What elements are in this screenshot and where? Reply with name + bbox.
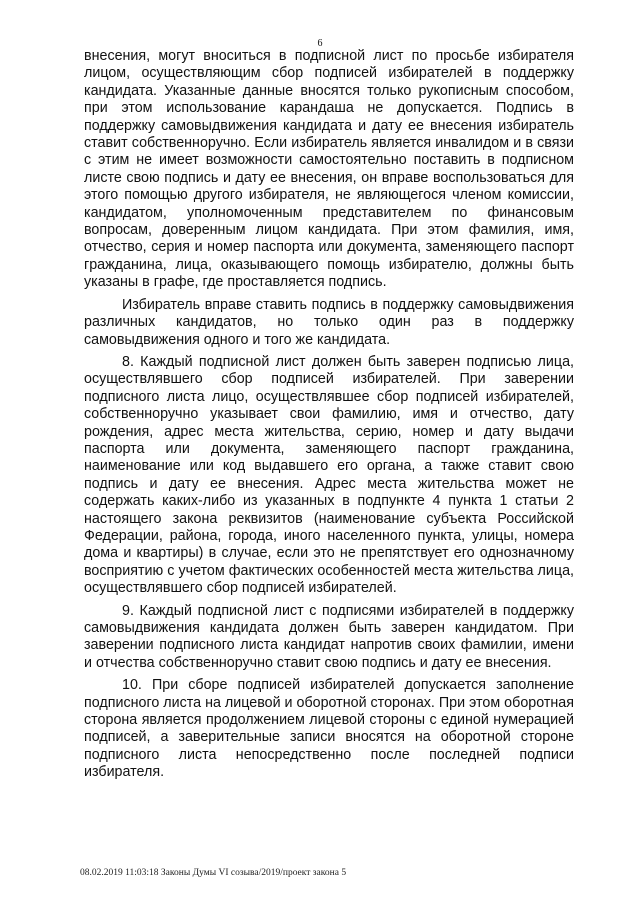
paragraph-voter-right: Избиратель вправе ставить подпись в поддержку самовыдвижения различных кандидатов, но только один раз в поддержку самовыдвижения одного и того же кандидата. (84, 296, 574, 348)
page-number: 6 (317, 38, 323, 49)
paragraph-item-9: 9. Каждый подписной лист с подписями избирателей в поддержку самовыдвижения кандидата должен быть заверен кандидатом. При заверении подписного листа кандидат напротив своих фамилии, имени и отчества собственноручно ставит свою подпись и дату ее внесения. (84, 602, 574, 671)
paragraph-item-8: 8. Каждый подписной лист должен быть заверен подписью лица, осуществлявшего сбор подписей избирателей. При заверении подписного листа лицо, осуществлявшее сбор подписей избирателей, собственноручно указывает свои фамилию, имя и отчество, дату рождения, адрес места жительства, серию, номер и дату выдачи паспорта или документа, заменяющего паспорт гражданина, наименование или код выдавшего его органа, а также ставит свою подпись и дату ее внесения. Адрес места жительства может не содержать каких-либо из указанных в подпункте 4 пункта 1 статьи 2 настоящего закона реквизитов (наименование субъекта Российской Федерации, района, города, иного населенного пункта, улицы, номера дома и квартиры) в случае, если это не препятствует его однозначному восприятию с учетом фактических особенностей места жительства лица, осуществлявшего сбор подписей избирателей. (84, 353, 574, 597)
document-footer: 08.02.2019 11:03:18 Законы Думы VI созыва/2019/проект закона 5 (80, 868, 347, 878)
paragraph-continuation: внесения, могут вноситься в подписной лист по просьбе избирателя лицом, осуществляющим сбор подписей избирателей в поддержку кандидата. Указанные данные вносятся только рукописным способом, при этом использование карандаша не допускается. Подпись в поддержку самовыдвижения кандидата и дату ее внесения избиратель ставит собственноручно. Если избиратель является инвалидом и в связи с этим не имеет возможности самостоятельно поставить в подписном листе свою подпись и дату ее внесения, он вправе воспользоваться для этого помощью другого избирателя, не являющегося членом комиссии, кандидатом, уполномоченным представителем по финансовым вопросам, доверенным лицом кандидата. При этом фамилия, имя, отчество, серия и номер паспорта или документа, заменяющего паспорт гражданина, лица, оказывающего помощь избирателю, должны быть указаны в графе, где проставляется подпись. (84, 48, 574, 291)
document-body (84, 48, 574, 787)
paragraph-item-10: 10. При сборе подписей избирателей допускается заполнение подписного листа на лицевой и оборотной сторонах. При этом оборотная сторона является продолжением лицевой стороны с единой нумерацией подписей, а заверительные записи вносятся на оборотной стороне подписного листа непосредственно после последней подписи избирателя. (84, 677, 574, 781)
